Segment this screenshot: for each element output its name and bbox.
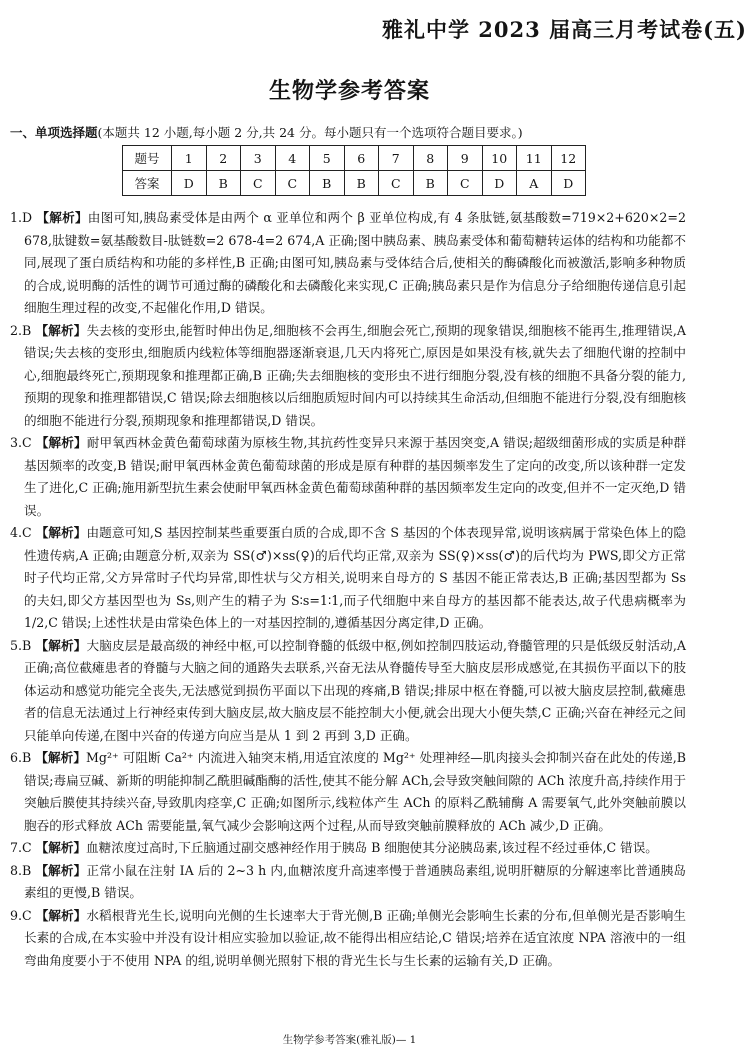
doc-title: 生物学参考答案 bbox=[268, 79, 430, 104]
row-label-number: 题号 bbox=[123, 146, 172, 171]
item-label: 7.C bbox=[10, 840, 32, 855]
explanation-item bbox=[10, 320, 686, 433]
explanation-item bbox=[10, 905, 686, 973]
item-label: 9.C bbox=[10, 907, 32, 923]
question-number: 2 bbox=[206, 146, 241, 171]
analysis-tag: 【解析】 bbox=[35, 435, 87, 450]
explanation-item bbox=[10, 837, 686, 860]
answer-table-number-row bbox=[123, 146, 586, 171]
exam-title: 雅礼中学 2023 届高三月考试卷(五) bbox=[382, 17, 747, 42]
question-number: 6 bbox=[344, 146, 379, 171]
explanation-item bbox=[10, 432, 686, 522]
explanation-item bbox=[10, 207, 686, 320]
explanation-item bbox=[10, 635, 686, 748]
page-footer: 生物学参考答案(雅礼版)— 1 bbox=[282, 1034, 417, 1046]
answer-cell: D bbox=[482, 171, 517, 196]
item-text: 水稻根背光生长,说明向光侧的生长速率大于背光侧,B 正确;单侧光会影响生长素的分布,但单侧光是否影响生长素的合成,在本实验中并没有设计相应实验加以验证,故不能得出相应结论,C 错误;培养在适宜浓度 NPA 溶液中的一组弯曲角度要小于不使用 NPA 的组,说明单侧光照射下根的背光生长与生长素的运输有关,D 正确。 bbox=[24, 907, 686, 968]
question-number: 7 bbox=[379, 146, 414, 171]
item-text: Mg²⁺ 可阻断 Ca²⁺ 内流进入轴突末梢,用适宜浓度的 Mg²⁺ 处理神经—肌肉接头会抑制兴奋在此处的传递,B 错误;毒扁豆碱、新斯的明能抑制乙酰胆碱酯酶的活性,使其不能分解 ACh,会导致突触间隙的 ACh 浓度升高,持续作用于突触后膜使其持续兴奋,导致肌肉痉挛,C 正确;如图所示,线粒体产生 ACh 的原料乙酰辅酶 A 需要氧气,此外突触前膜以胞吞的形式释放 ACh 需要能量,氧气减少会影响这两个过程,从而导致突触前膜释放的 ACh 减少,D 正确。 bbox=[24, 750, 686, 833]
item-label: 1.D bbox=[10, 210, 33, 225]
question-number: 8 bbox=[413, 146, 448, 171]
explanation-item bbox=[10, 860, 686, 905]
question-number: 12 bbox=[551, 146, 586, 171]
answer-cell: C bbox=[379, 171, 414, 196]
explanations bbox=[10, 207, 686, 972]
answer-cell: C bbox=[241, 171, 276, 196]
answer-cell: D bbox=[551, 171, 586, 196]
analysis-tag: 【解析】 bbox=[35, 637, 87, 653]
answer-cell: A bbox=[517, 171, 552, 196]
row-label-answer: 答案 bbox=[123, 171, 172, 196]
analysis-tag: 【解析】 bbox=[35, 907, 87, 923]
item-text: 失去核的变形虫,能暂时伸出伪足,细胞核不会再生,细胞会死亡,预期的现象错误,细胞核不能再生,推理错误,A 错误;失去核的变形虫,细胞质内线粒体等细胞器逐渐衰退,几天内将死亡,原因是如果没有核,就失去了细胞代谢的控制中心,细胞最终死亡,预期现象和推理都正确,B 正确;失去细胞核的变形虫不进行细胞分裂,没有核的细胞不具备分裂的能力,预期的现象和推理都错误,C 错误;除去细胞核以后细胞质短时间内可以持续其生命活动,但细胞不能进行分裂,没有细胞核的细胞不能进行分裂,预期现象和推理都错误,D 错误。 bbox=[24, 322, 686, 428]
analysis-tag: 【解析】 bbox=[36, 210, 88, 225]
answer-cell: B bbox=[413, 171, 448, 196]
item-text: 大脑皮层是最高级的神经中枢,可以控制脊髓的低级中枢,例如控制四肢运动,脊髓管理的只是低级反射活动,A 正确;高位截瘫患者的脊髓与大脑之间的通路失去联系,兴奋无法从脊髓传导至大脑皮层形成感觉,在其损伤平面以下的肢体运动和感觉功能完全丧失,无法感觉到损伤平面以下出现的疼痛,B 错误;排尿中枢在脊髓,可以被大脑皮层控制,截瘫患者的信息无法通过上行神经束传到大脑皮层,故大脑皮层不能控制大小便,就会出现大小便失禁,C 正确;兴奋在神经元之间只能单向传递,在图中兴奋的传递方向应当是从 1 到 2 再到 3,D 正确。 bbox=[24, 637, 687, 743]
analysis-tag: 【解析】 bbox=[35, 750, 86, 765]
answer-table bbox=[122, 145, 586, 196]
explanation-item bbox=[10, 747, 686, 837]
section-heading bbox=[10, 123, 523, 141]
question-number: 1 bbox=[172, 146, 207, 171]
item-text: 血糖浓度过高时,下丘脑通过副交感神经作用于胰岛 B 细胞使其分泌胰岛素,该过程不经过垂体,C 错误。 bbox=[86, 840, 658, 855]
section-heading-note: (本题共 12 小题,每小题 2 分,共 24 分。每小题只有一个选项符合题目要求。) bbox=[97, 125, 523, 140]
item-text: 正常小鼠在注射 IA 后的 2~3 h 内,血糖浓度升高速率慢于普通胰岛素组,说明肝糖原的分解速率比普通胰岛素组的更慢,B 错误。 bbox=[24, 862, 687, 900]
item-label: 4.C bbox=[10, 525, 32, 540]
item-label: 6.B bbox=[10, 750, 32, 765]
question-number: 5 bbox=[310, 146, 345, 171]
section-heading-bold: 一、单项选择题 bbox=[10, 125, 98, 140]
question-number: 10 bbox=[482, 146, 517, 171]
answer-cell: B bbox=[206, 171, 241, 196]
item-label: 5.B bbox=[10, 637, 32, 653]
item-text: 由图可知,胰岛素受体是由两个 α 亚单位和两个 β 亚单位构成,有 4 条肽链,氨基酸数=719×2+620×2=2 678,肽键数=氨基酸数目-肽链数=2 678-4=2 674,A 正确;图中胰岛素、胰岛素受体和葡萄糖转运体的结构和功能都不同,展现了蛋白质结构和功能的多样性,B 正确;由图可知,胰岛素与受体结合后,使相关的酶磷酸化而被激活,影响多种物质的合成,说明酶的活性的调节可通过酶的磷酸化和去磷酸化来实现,C 正确;胰岛素只是作为信息分子给细胞传递信息引起细胞生理过程的改变,不起催化作用,D 错误。 bbox=[24, 210, 686, 315]
analysis-tag: 【解析】 bbox=[35, 322, 87, 338]
question-number: 4 bbox=[275, 146, 310, 171]
item-text: 耐甲氧西林金黄色葡萄球菌为原核生物,其抗药性变异只来源于基因突变,A 错误;超级细菌形成的实质是种群基因频率的改变,B 错误;耐甲氧西林金黄色葡萄球菌的形成是原有种群的基因频率发生了定向的改变,所以该种群一定发生了进化,C 正确;施用新型抗生素会使耐甲氧西林金黄色葡萄球菌种群的基因频率发生定向的改变,但并不一定灭绝,D 错误。 bbox=[24, 435, 686, 518]
item-label: 2.B bbox=[10, 322, 32, 338]
analysis-tag: 【解析】 bbox=[35, 840, 87, 855]
explanation-item bbox=[10, 522, 686, 635]
analysis-tag: 【解析】 bbox=[35, 862, 87, 878]
answer-cell: C bbox=[275, 171, 310, 196]
answer-cell: C bbox=[448, 171, 483, 196]
item-label: 3.C bbox=[10, 435, 32, 450]
question-number: 11 bbox=[517, 146, 552, 171]
answer-cell: B bbox=[344, 171, 379, 196]
answer-cell: B bbox=[310, 171, 345, 196]
question-number: 3 bbox=[241, 146, 276, 171]
answer-cell: D bbox=[172, 171, 207, 196]
item-label: 8.B bbox=[10, 862, 32, 878]
analysis-tag: 【解析】 bbox=[35, 525, 87, 540]
question-number: 9 bbox=[448, 146, 483, 171]
item-text: 由题意可知,S 基因控制某些重要蛋白质的合成,即不含 S 基因的个体表现异常,说明该病属于常染色体上的隐性遗传病,A 正确;由题意分析,双亲为 SS(♂)×ss(♀)的后代均正常,双亲为 SS(♀)×ss(♂)的后代均为 PWS,即父方正常时子代均正常,父方异常时子代均异常,即性状与父方相关,说明来自母方的 S 基因不能正常表达,B 正确;基因型都为 Ss 的夫妇,即父方基因型也为 Ss,则产生的精子为 S∶s=1∶1,而子代细胞中来自母方的基因都不能表达,故子代患病概率为 1/2,C 错误;上述性状是由常染色体上的一对基因控制的,遵循基因分离定律,D 正确。 bbox=[24, 525, 686, 630]
answer-table-answer-row bbox=[123, 171, 586, 196]
